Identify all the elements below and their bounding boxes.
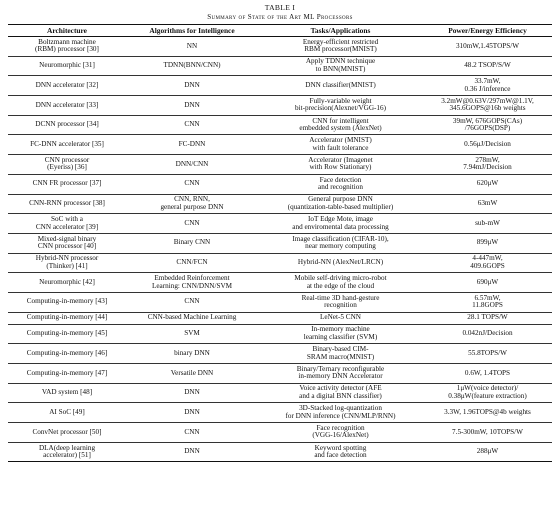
table-row [8, 214, 552, 234]
table-row [8, 233, 552, 253]
cell-text-line: Image classification (CIFAR-10), [292, 234, 389, 243]
cell-text-line: Keyword spotting [314, 443, 367, 452]
cell-text-line: Binary/Ternary reconfigurable [296, 364, 385, 373]
header-tasks: Tasks/Applications [258, 25, 423, 37]
power-cell [423, 214, 552, 234]
power-cell [423, 344, 552, 364]
table-row [8, 344, 552, 364]
header-power: Power/Energy Efficiency [423, 25, 552, 37]
cell-text-line: (Eyeriss) [36] [47, 163, 87, 172]
algorithm-cell [126, 174, 258, 194]
task-cell [258, 403, 423, 423]
task-cell [258, 442, 423, 462]
power-cell [423, 155, 552, 175]
cell-text-line: 288μW [476, 447, 499, 456]
table-row [8, 76, 552, 96]
table-row [8, 56, 552, 76]
task-cell [258, 96, 423, 116]
cell-text-line: VAD system [48] [41, 388, 93, 397]
algorithm-cell [126, 344, 258, 364]
cell-text-line: Accelerator (Imagenet [308, 155, 373, 164]
cell-text-line: Computing-in-memory [44] [26, 313, 108, 322]
cell-text-line: 409.6GOPS [470, 261, 505, 270]
cell-text-line: 690μW [476, 277, 499, 286]
table-body [8, 37, 552, 462]
algorithm-cell [126, 442, 258, 462]
cell-text-line: 63mW [477, 199, 498, 208]
architecture-cell [8, 292, 126, 312]
cell-text-line: 28.1 TOPS/W [467, 313, 508, 322]
cell-text-line: Face detection [319, 175, 362, 184]
task-cell [258, 423, 423, 443]
table-row [8, 364, 552, 384]
algorithm-cell [126, 37, 258, 57]
algorithm-cell [126, 96, 258, 116]
table-subtitle: Summary of State of the Art ML Processors [207, 12, 353, 21]
power-cell [423, 253, 552, 273]
algorithm-cell [126, 383, 258, 403]
cell-text-line: embedded system (AlexNet) [299, 124, 382, 133]
task-cell [258, 214, 423, 234]
cell-text-line: Face recognition [316, 423, 365, 432]
cell-text-line: 0.56μJ/Decision [464, 139, 511, 148]
cell-text-line: Binary CNN [173, 238, 211, 247]
cell-text-line: 278mW, [475, 155, 500, 164]
cell-text-line: CNN [184, 218, 200, 227]
cell-text-line: with fault tolerance [312, 143, 369, 152]
cell-text-line: CNN/FCN [176, 258, 208, 267]
cell-text-line: DNN [184, 407, 200, 416]
task-cell [258, 37, 423, 57]
cell-text-line: Voice activity detector (AFE [299, 384, 382, 393]
table-row [8, 96, 552, 116]
task-cell [258, 383, 423, 403]
power-cell [423, 37, 552, 57]
cell-text-line: 310mW,1.45TOPS/W [455, 41, 520, 50]
power-cell [423, 324, 552, 344]
power-cell [423, 76, 552, 96]
cell-text-line: 3.3W, 1.96TOPS@4b weights [444, 407, 531, 416]
architecture-cell [8, 214, 126, 234]
table-row [8, 324, 552, 344]
architecture-cell [8, 174, 126, 194]
cell-text-line: Computing-in-memory [46] [26, 348, 108, 357]
cell-text-line: CNN FR processor [37] [32, 179, 102, 188]
cell-text-line: Computing-in-memory [43] [26, 297, 108, 306]
cell-text-line: Computing-in-memory [45] [26, 329, 108, 338]
cell-text-line: Real-time 3D hand-gesture [301, 293, 380, 302]
architecture-cell [8, 37, 126, 57]
power-cell [423, 364, 552, 384]
task-cell [258, 155, 423, 175]
cell-text-line: SRAM macro(MNIST) [306, 352, 375, 361]
architecture-cell [8, 383, 126, 403]
cell-text-line: general purpose DNN [160, 202, 224, 211]
cell-text-line: Mobile self-driving micro-robot [294, 274, 387, 282]
cell-text-line: Hybrid-NN (AlexNet/LRCN) [297, 258, 384, 267]
algorithm-cell [126, 56, 258, 76]
cell-text-line: 620μW [476, 179, 499, 188]
cell-text-line: 1μW(voice detector)/ [456, 384, 519, 393]
cell-text-line: 0.36 J/inference [464, 84, 511, 93]
task-cell [258, 115, 423, 135]
cell-text-line: Mixed-signal binary [37, 234, 97, 243]
task-cell [258, 324, 423, 344]
cell-text-line: sub-mW [475, 218, 500, 227]
cell-text-line: 55.8TOPS/W [468, 348, 507, 357]
task-cell [258, 253, 423, 273]
cell-text-line: 3D-Stacked log-quantization [299, 404, 382, 413]
cell-text-line: near memory computing [305, 242, 376, 251]
table-row [8, 403, 552, 423]
architecture-cell [8, 312, 126, 324]
cell-text-line: 3.2mW@0.63V/297mW@1.1V, [441, 96, 534, 105]
cell-text-line: accelerator) [51] [43, 451, 91, 460]
architecture-cell [8, 442, 126, 462]
power-cell [423, 292, 552, 312]
cell-text-line: CNN-RNN processor [38] [29, 199, 105, 208]
task-cell [258, 56, 423, 76]
cell-text-line: bit-precision(Alexnet/VGG-16) [294, 104, 387, 113]
cell-text-line: DNN accelerator [32] [35, 80, 99, 89]
table-header-row [8, 25, 552, 37]
cell-text-line: Apply TDNN technique [305, 57, 376, 66]
architecture-cell [8, 253, 126, 273]
cell-text-line: 7.94mJ/Decision [463, 163, 512, 172]
cell-text-line: and recognition [318, 183, 363, 192]
algorithm-cell [126, 233, 258, 253]
cell-text-line: and enviromental data processing [292, 222, 389, 231]
cell-text-line: /76GOPS(DSP) [464, 124, 511, 133]
cell-text-line: to BNN(MNIST) [315, 65, 366, 74]
cell-text-line: General purpose DNN [308, 195, 373, 204]
cell-text-line: (RBM) processor [30] [35, 45, 99, 54]
cell-text-line: CNN [184, 427, 200, 436]
algorithm-cell [126, 312, 258, 324]
cell-text-line: Hybrid-NN processor [35, 254, 99, 263]
cell-text-line: CNN [184, 120, 200, 129]
cell-text-line: CNN processor [44, 155, 90, 164]
algorithm-cell [126, 403, 258, 423]
cell-text-line: DNN accelerator [33] [35, 100, 99, 109]
cell-text-line: Neuromorphic [31] [39, 61, 95, 70]
task-cell [258, 292, 423, 312]
algorithm-cell [126, 76, 258, 96]
table-row [8, 155, 552, 175]
processor-summary-table [8, 24, 552, 462]
table-row [8, 292, 552, 312]
table-row [8, 312, 552, 324]
cell-text-line: (Thinker) [41] [46, 261, 88, 270]
power-cell [423, 135, 552, 155]
power-cell [423, 312, 552, 324]
architecture-cell [8, 344, 126, 364]
cell-text-line: at the edge of the cloud [306, 281, 375, 290]
cell-text-line: FC-DNN accelerator [35] [30, 139, 104, 148]
algorithm-cell [126, 423, 258, 443]
architecture-cell [8, 76, 126, 96]
power-cell [423, 194, 552, 214]
task-cell [258, 344, 423, 364]
cell-text-line: IoT Edge Mote, image [308, 214, 373, 223]
cell-text-line: DNN [184, 80, 200, 89]
cell-text-line: DNN classifier(MNIST) [305, 80, 376, 89]
power-cell [423, 174, 552, 194]
cell-text-line: with Row Stationary) [309, 163, 372, 172]
architecture-cell [8, 194, 126, 214]
cell-text-line: 33.7mW, [474, 77, 501, 86]
cell-text-line: 39mW, 676GOPS(CAs) [452, 116, 523, 125]
power-cell [423, 115, 552, 135]
task-cell [258, 174, 423, 194]
architecture-cell [8, 423, 126, 443]
architecture-cell [8, 135, 126, 155]
cell-text-line: CNN processor [40] [37, 242, 97, 251]
cell-text-line: RBM processor(MNIST) [304, 45, 377, 54]
algorithm-cell [126, 292, 258, 312]
task-cell [258, 233, 423, 253]
algorithm-cell [126, 115, 258, 135]
cell-text-line: CNN-based Machine Learning [147, 313, 237, 322]
cell-text-line: 899μW [476, 238, 499, 247]
cell-text-line: Binary-based CIM- [312, 345, 369, 354]
header-architecture: Architecture [8, 25, 126, 37]
task-cell [258, 364, 423, 384]
cell-text-line: for DNN inference (CNN/MLP/RNN) [285, 411, 396, 420]
cell-text-line: Embedded Reinforcement [154, 274, 230, 282]
table-row [8, 115, 552, 135]
power-cell [423, 383, 552, 403]
table-row [8, 442, 552, 462]
table-row [8, 273, 552, 293]
cell-text-line: 0.042nJ/Decision [462, 329, 513, 338]
algorithm-cell [126, 273, 258, 293]
table-row [8, 174, 552, 194]
cell-text-line: NN [186, 41, 198, 50]
cell-text-line: Learning: CNN/DNN/SVM [151, 281, 233, 290]
cell-text-line: DNN [184, 388, 200, 397]
table-row [8, 135, 552, 155]
table-title: TABLE I [264, 3, 296, 12]
algorithm-cell [126, 194, 258, 214]
architecture-cell [8, 115, 126, 135]
power-cell [423, 56, 552, 76]
table-row [8, 37, 552, 57]
cell-text-line: (VGG-16/AlexNet) [312, 431, 369, 440]
architecture-cell [8, 155, 126, 175]
cell-text-line: Energy-efficient restricted [302, 37, 379, 46]
cell-text-line: AI SoC [49] [49, 407, 85, 416]
cell-text-line: CNN, RNN, [174, 195, 210, 204]
cell-text-line: 48.2 TSOP/S/W [464, 61, 511, 70]
cell-text-line: Accelerator (MNIST) [309, 136, 372, 145]
cell-text-line: DCNN processor [34] [35, 120, 99, 129]
algorithm-cell [126, 324, 258, 344]
cell-text-line: DNN [184, 100, 200, 109]
architecture-cell [8, 56, 126, 76]
cell-text-line: SoC with a [51, 214, 83, 223]
architecture-cell [8, 403, 126, 423]
cell-text-line: Computing-in-memory [47] [26, 368, 108, 377]
algorithm-cell [126, 135, 258, 155]
table-row [8, 423, 552, 443]
cell-text-line: CNN [184, 297, 200, 306]
cell-text-line: CNN [184, 179, 200, 188]
algorithm-cell [126, 364, 258, 384]
algorithm-cell [126, 214, 258, 234]
cell-text-line: DLA(deep learning [38, 443, 96, 452]
cell-text-line: 7.5-300mW, 10TOPS/W [452, 427, 523, 436]
cell-text-line: (quantization-table-based multiplier) [287, 202, 394, 211]
cell-text-line: recognition [324, 301, 357, 310]
power-cell [423, 403, 552, 423]
cell-text-line: 0.6W, 1.4TOPS [464, 368, 511, 377]
architecture-cell [8, 324, 126, 344]
cell-text-line: In-memory machine [311, 325, 370, 334]
cell-text-line: learning classifier (SVM) [303, 332, 378, 341]
task-cell [258, 135, 423, 155]
algorithm-cell [126, 253, 258, 273]
cell-text-line: and face detection [314, 451, 367, 460]
cell-text-line: LeNet-5 CNN [320, 313, 361, 322]
cell-text-line: Fully-variable weight [309, 96, 372, 105]
table-row [8, 383, 552, 403]
task-cell [258, 273, 423, 293]
algorithm-cell [126, 155, 258, 175]
cell-text-line: DNN [184, 447, 200, 456]
architecture-cell [8, 364, 126, 384]
task-cell [258, 312, 423, 324]
power-cell [423, 273, 552, 293]
cell-text-line: 0.38μW(feature extraction) [448, 392, 527, 401]
cell-text-line: 345.6GOPS@16b weights [449, 104, 526, 113]
cell-text-line: 6.57mW, [474, 293, 501, 302]
power-cell [423, 96, 552, 116]
architecture-cell [8, 96, 126, 116]
power-cell [423, 423, 552, 443]
power-cell [423, 233, 552, 253]
cell-text-line: and a digital BNN classifier) [299, 392, 382, 401]
header-algorithms: Algorithms for Intelligence [126, 25, 258, 37]
cell-text-line: SVM [184, 329, 200, 338]
task-cell [258, 194, 423, 214]
task-cell [258, 76, 423, 96]
power-cell [423, 442, 552, 462]
cell-text-line: 11.8GOPS [472, 301, 503, 310]
table-row [8, 253, 552, 273]
cell-text-line: Versatile DNN [170, 368, 214, 377]
cell-text-line: Neuromorphic [42] [39, 277, 95, 286]
cell-text-line: TDNN(BNN/CNN) [163, 61, 221, 70]
cell-text-line: in-memory DNN Accelerator [298, 372, 383, 381]
cell-text-line: 4-447mW, [472, 254, 503, 263]
cell-text-line: Boltzmann machine [38, 37, 96, 46]
architecture-cell [8, 233, 126, 253]
cell-text-line: ConvNet processor [50] [32, 427, 102, 436]
architecture-cell [8, 273, 126, 293]
cell-text-line: FC-DNN [178, 139, 206, 148]
cell-text-line: DNN/CNN [175, 159, 209, 168]
table-row [8, 194, 552, 214]
cell-text-line: binary DNN [174, 348, 210, 357]
cell-text-line: CNN for intelligent [312, 116, 369, 125]
cell-text-line: CNN accelerator [39] [35, 222, 99, 231]
